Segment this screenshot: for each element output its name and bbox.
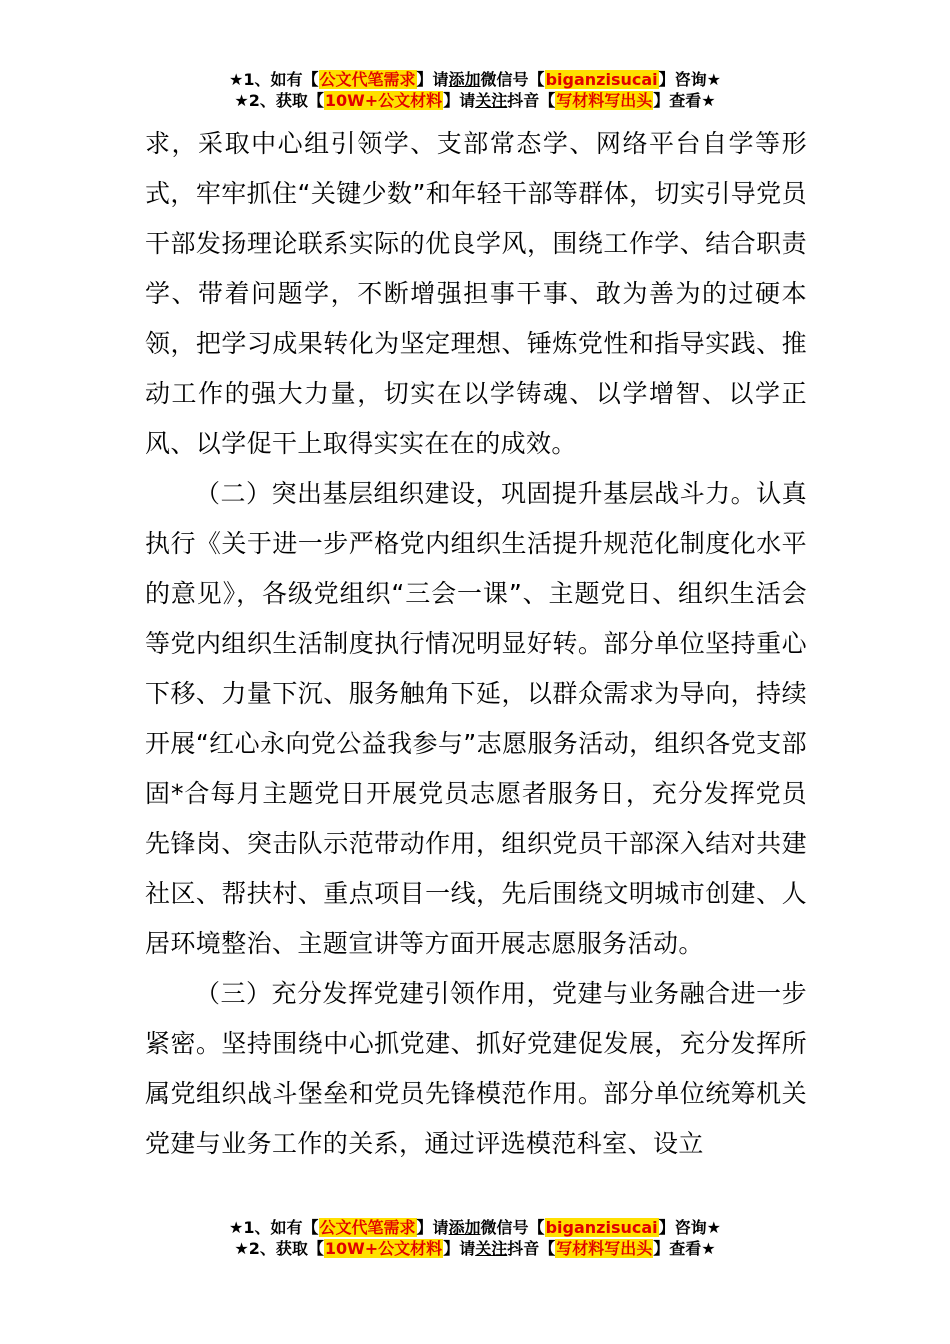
footer-banner bbox=[0, 1218, 950, 1260]
document-body bbox=[145, 119, 807, 1169]
footer-line-2: ★2、获取【10W+公文材料】请关注抖音【写材料写出头】查看★ bbox=[234, 1239, 716, 1258]
banner-line-2: ★2、获取【10W+公文材料】请关注抖音【写材料写出头】查看★ bbox=[234, 91, 716, 110]
highlight-ghostwriting: 公文代笔需求 bbox=[319, 70, 416, 89]
highlight-wechat-id: biganzisucai bbox=[545, 70, 658, 89]
highlight-ghostwriting: 公文代笔需求 bbox=[319, 1218, 416, 1237]
header-banner bbox=[0, 70, 950, 112]
highlight-wechat-id: biganzisucai bbox=[545, 1218, 658, 1237]
paragraph-2: （二）突出基层组织建设，巩固提升基层战斗力。认真执行《关于进一步严格党内组织生活提升规范化制度化水平的意见》，各级党组织“三会一课”、主题党日、组织生活会等党内组织生活制度执行情况明显好转。部分单位坚持重心下移、力量下沉、服务触角下延，以群众需求为导向，持续开展“红心永向党公益我参与”志愿服务活动，组织各党支部固*合每月主题党日开展党员志愿者服务日，充分发挥党员先锋岗、突击队示范带动作用，组织党员干部深入结对共建社区、帮扶村、重点项目一线，先后围绕文明城市创建、人居环境整治、主题宣讲等方面开展志愿服务活动。 bbox=[145, 479, 807, 958]
banner-line-1: ★1、如有【公文代笔需求】请添加微信号【biganzisucai】咨询★ bbox=[229, 70, 721, 89]
paragraph-3: （三）充分发挥党建引领作用，党建与业务融合进一步紧密。坚持围绕中心抓党建、抓好党建促发展，充分发挥所属党组织战斗堡垒和党员先锋模范作用。部分单位统筹机关党建与业务工作的关系，通过评选模范科室、设立 bbox=[145, 979, 807, 1158]
footer-line-1: ★1、如有【公文代笔需求】请添加微信号【biganzisucai】咨询★ bbox=[229, 1218, 721, 1237]
highlight-materials: 10W+公文材料 bbox=[324, 91, 443, 110]
highlight-douyin-account: 写材料写出头 bbox=[556, 91, 653, 110]
paragraph-1: 求，采取中心组引领学、支部常态学、网络平台自学等形式，牢牢抓住“关键少数”和年轻干部等群体，切实引导党员干部发扬理论联系实际的优良学风，围绕工作学、结合职责学、带着问题学，不断增强担事干事、敢为善为的过硬本领，把学习成果转化为坚定理想、锤炼党性和指导实践、推动工作的强大力量，切实在以学铸魂、以学增智、以学正风、以学促干上取得实实在在的成效。 bbox=[145, 129, 807, 458]
highlight-douyin-account: 写材料写出头 bbox=[556, 1239, 653, 1258]
highlight-materials: 10W+公文材料 bbox=[324, 1239, 443, 1258]
